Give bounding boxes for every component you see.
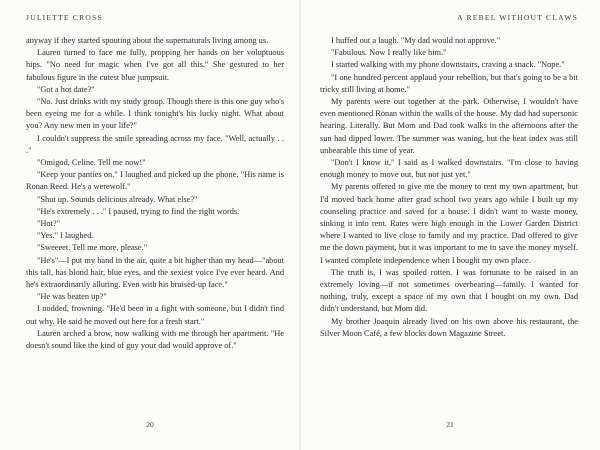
paragraph: I couldn't suppress the smile spreading across my face. "Well, actually . . .": [26, 133, 284, 155]
paragraph: I started walking with my phone downstairs, craving a snack. "Nope.": [331, 60, 565, 70]
right-page-body: [320, 35, 578, 340]
paragraph: "Shut up. Sounds delicious already. What else?": [37, 194, 198, 204]
running-head-author: JULIETTE CROSS: [26, 13, 103, 22]
paragraph: "Yes." I laughed.: [37, 231, 94, 241]
paragraph: "I one hundred percent applaud your rebellion, but that's going to be a bit tricky still living at home.": [320, 72, 578, 94]
paragraph: Lauren turned to face me fully, propping her hands on her voluptuous hips. "No need for magic when I've got all this." She gestured to her fabulous figure in the cutest blue jumpsuit.: [26, 48, 284, 82]
page-number-right: 21: [446, 420, 454, 429]
paragraph: "Fabulous. Now I really like him.": [331, 48, 447, 58]
paragraph: "He's extremely . . ." I paused, trying to find the right words.: [37, 206, 240, 216]
paragraph: My parents offered to give me the money to rent my own apartment, but I'd moved back home after grad school two years ago while I built up my counseling practice and saved for a house. I didn't want to waste money, sinking it into rent. Rates were high enough in the Lower Garden District where I wanted to live close to family and my practice. Dad offered to give me the down payment, but it was important to me to save the money myself. I wanted complete independence when I bought my own place.: [320, 182, 578, 265]
paragraph: I nodded, frowning. "He'd been in a fight with someone, but I didn't find out why. He said he moved out here for a fresh start.": [26, 304, 284, 326]
paragraph: "Hot?": [37, 219, 61, 229]
paragraph: "Omigod, Celine. Tell me now!": [37, 158, 146, 168]
paragraph: "Got a hot date?": [37, 84, 95, 94]
paragraph: "Sweeeet. Tell me more, please.": [37, 243, 148, 253]
paragraph: "He was beaten up?": [37, 292, 107, 302]
paragraph: The truth is, I was spoiled rotten. I was fortunate to be raised in an extremely loving—if not sometimes overbearing—family. I wanted for nothing, truly, except a space of my own that I bought on my own. Dad didn't understand, but Mom did.: [320, 267, 578, 314]
paragraph: anyway if they started spouting about the supernaturals living among us.: [26, 36, 269, 45]
right-page: [300, 0, 600, 450]
paragraph: My brother Joaquin already lived on his own above his restaurant, the Silver Moon Café, a few blocks down Magazine Street.: [320, 316, 578, 338]
paragraph: I huffed out a laugh. "My dad would not approve.": [331, 36, 501, 45]
paragraph: "Don't I know it," I said as I walked downstairs. "I'm close to having enough money to move out, but not just yet.": [320, 158, 578, 180]
left-page-body: [26, 35, 284, 352]
paragraph: Lauren arched a brow, now walking with me through her apartment. "He doesn't sound like the kind of guy your dad would approve of.": [26, 328, 284, 351]
paragraph: "Keep your panties on." I laughed and picked up the phone. "His name is Ronan Reed. He's a werewolf.": [26, 170, 284, 192]
running-head-title: A REBEL WITHOUT CLAWS: [457, 13, 578, 22]
paragraph: "No. Just drinks with my study group. Though there is this one guy who's been eyeing me for a while. I think tonight's his lucky night. What about you? Any new men in your life?": [26, 97, 284, 131]
paragraph: My parents were out together at the park. Otherwise, I wouldn't have even mentioned Ronan within the walls of the house. My dad had supersonic hearing. Literally. But Mom and Dad took walks in the afternoons after the sun had dipped lower. The summer was waning, but the heat index was still unbearable this time of year.: [320, 97, 578, 155]
page-number-left: 20: [146, 420, 154, 429]
paragraph: "He's"—I put my hand in the air, quite a bit higher than my head—"about this tall, has blond hair, blue eyes, and the sexiest voice I've ever heard. And he's extraordinarily alluring. Even with his bruised-up face.": [26, 255, 284, 290]
